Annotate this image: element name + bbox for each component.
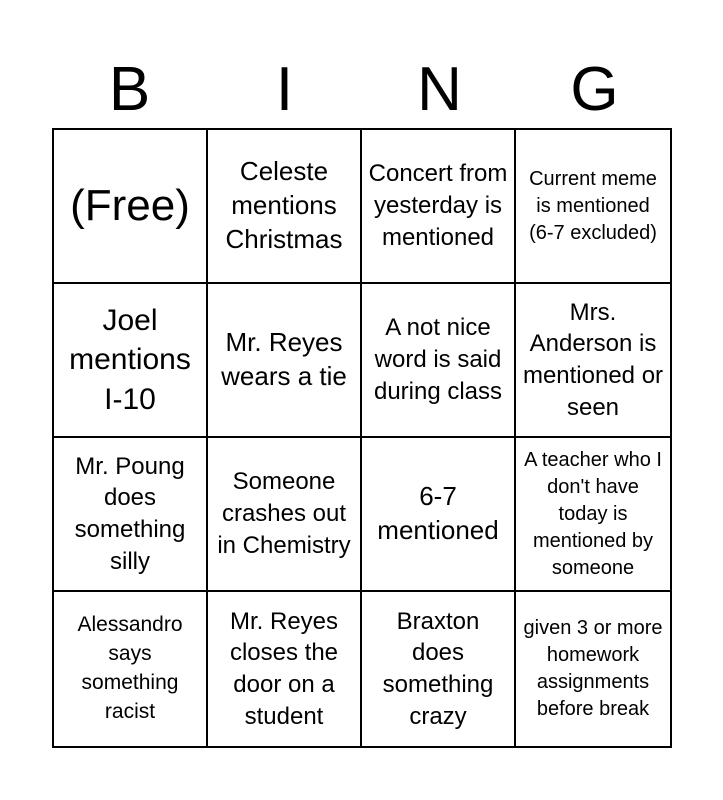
bingo-cell[interactable] — [54, 592, 208, 746]
bingo-cell[interactable] — [362, 130, 516, 284]
bingo-board — [52, 128, 672, 748]
cell-label: Celeste mentions Christmas — [225, 156, 343, 254]
header-letter-g: G — [570, 55, 619, 124]
bingo-cell[interactable] — [208, 592, 362, 746]
bingo-cell[interactable] — [516, 130, 670, 284]
header-letter-n: N — [417, 55, 462, 124]
cell-label: Someone crashes out in Chemistry — [217, 468, 351, 559]
bingo-header — [52, 50, 672, 130]
cell-label: A teacher who I don't have today is mentioned by someone — [524, 448, 662, 579]
cell-label: Joel mentions I-10 — [69, 303, 191, 416]
bingo-cell[interactable] — [516, 284, 670, 438]
bingo-cell-free[interactable] — [54, 130, 208, 284]
cell-label: Mr. Reyes wears a tie — [221, 327, 347, 391]
header-letter-b: B — [108, 55, 151, 124]
bingo-cell[interactable] — [362, 284, 516, 438]
bingo-cell[interactable] — [516, 438, 670, 592]
bingo-cell[interactable] — [362, 438, 516, 592]
cell-label: Braxton does something crazy — [382, 607, 494, 730]
bingo-cell[interactable] — [516, 592, 670, 746]
cell-label: Alessandro says something racist — [77, 613, 183, 723]
cell-label: Mr. Reyes closes the door on a student — [229, 607, 339, 730]
cell-label: 6-7 mentioned — [377, 481, 499, 545]
cell-label: Current meme is mentioned (6-7 excluded) — [529, 167, 657, 244]
cell-label: A not nice word is said during class — [373, 314, 503, 405]
header-letter-i: I — [275, 55, 294, 124]
cell-label: Mrs. Anderson is mentioned or seen — [522, 298, 664, 421]
cell-label: Concert from yesterday is mentioned — [368, 160, 508, 251]
bingo-cell[interactable] — [208, 130, 362, 284]
bingo-cell[interactable] — [54, 284, 208, 438]
bingo-cell[interactable] — [208, 438, 362, 592]
bingo-cell[interactable] — [208, 284, 362, 438]
cell-label: Mr. Poung does something silly — [74, 452, 186, 575]
bingo-cell[interactable] — [54, 438, 208, 592]
cell-label: (Free) — [70, 181, 190, 231]
cell-label: given 3 or more homework assignments before break — [523, 617, 663, 720]
bingo-cell[interactable] — [362, 592, 516, 746]
